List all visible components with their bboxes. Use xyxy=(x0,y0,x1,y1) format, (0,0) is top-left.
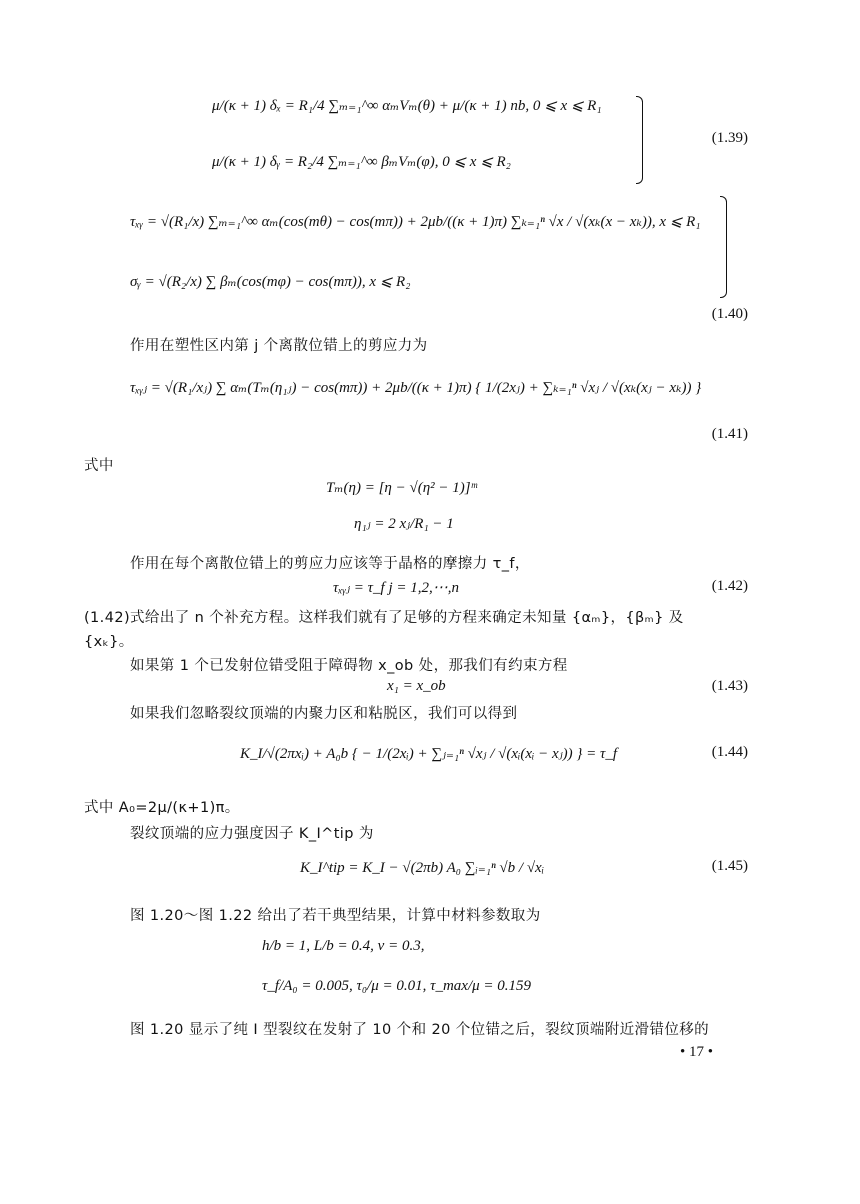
equation-number-1-41: (1.41) xyxy=(711,426,748,442)
paragraph-supplement-line2: {xₖ}。 xyxy=(84,634,134,650)
label-where: 式中 xyxy=(84,458,114,474)
paragraph-A0-definition: 式中 A₀=2μ/(κ+1)π。 xyxy=(84,800,240,816)
paragraph-shear-stress: 作用在塑性区内第 j 个离散位错上的剪应力为 xyxy=(130,338,428,354)
equation-number-1-39: (1.39) xyxy=(711,130,748,146)
paragraph-obstacle: 如果第 1 个已发射位错受阻于障碍物 x_ob 处，那我们有约束方程 xyxy=(130,658,568,674)
paragraph-figure-1-20: 图 1.20 显示了纯 I 型裂纹在发射了 10 个和 20 个位错之后，裂纹顶端附近滑错位移的 xyxy=(130,1022,710,1038)
paragraph-supplement-line1: (1.42)式给出了 n 个补充方程。这样我们就有了足够的方程来确定未知量 {αₘ}，{βₘ} 及 xyxy=(84,610,684,626)
right-brace-1-39 xyxy=(636,96,643,184)
paragraph-cohesive-zone: 如果我们忽略裂纹顶端的内聚力区和粘脱区，我们可以得到 xyxy=(130,706,518,722)
paragraph-friction: 作用在每个离散位错上的剪应力应该等于晶格的摩擦力 τ_f， xyxy=(130,556,530,572)
equation-1-39-line1: μ/(κ + 1) δₓ = R₁/4 ∑ₘ₌₁^∞ αₘVₘ(θ) + μ/(κ + 1) nb, 0 ⩽ x ⩽ R₁ xyxy=(212,98,602,114)
paragraph-figures-intro: 图 1.20～图 1.22 给出了若干典型结果，计算中材料参数取为 xyxy=(130,908,541,924)
equation-Tm: Tₘ(η) = [η − √(η² − 1)]ᵐ xyxy=(326,480,477,496)
equation-1-39-line2: μ/(κ + 1) δᵧ = R₂/4 ∑ₘ₌₁^∞ βₘVₘ(φ), 0 ⩽ x ⩽ R₂ xyxy=(212,154,511,170)
equation-1-45: K_I^tip = K_I − √(2πb) A₀ ∑ᵢ₌₁ⁿ √b / √xᵢ xyxy=(300,860,545,876)
equation-number-1-44: (1.44) xyxy=(711,744,748,760)
equation-1-43: x₁ = x_ob xyxy=(387,678,446,694)
material-parameters-line2: τ_f/A₀ = 0.005, τ₀/μ = 0.01, τ_max/μ = 0.159 xyxy=(262,978,532,994)
equation-number-1-45: (1.45) xyxy=(711,858,748,874)
equation-1-44: K_I/√(2πxᵢ) + A₀b { − 1/(2xᵢ) + ∑ⱼ₌₁ⁿ √xⱼ / √(xᵢ(xᵢ − xⱼ)) } = τ_f xyxy=(240,746,618,762)
equation-1-41: τₓᵧⱼ = √(R₁/xⱼ) ∑ αₘ(Tₘ(η₁ⱼ) − cos(mπ)) + 2μb/((κ + 1)π) { 1/(2xⱼ) + ∑ₖ₌₁ⁿ √xⱼ / √(xₖ(xⱼ − xₖ)) } xyxy=(130,380,702,396)
equation-1-42: τₓᵧⱼ = τ_f j = 1,2,⋯,n xyxy=(333,580,459,596)
equation-1-40-line1: τₓᵧ = √(R₁/x) ∑ₘ₌₁^∞ αₘ(cos(mθ) − cos(mπ)) + 2μb/((κ + 1)π) ∑ₖ₌₁ⁿ √x / √(xₖ(x − xₖ)), x ⩽ R₁ xyxy=(130,214,701,230)
equation-1-40-line2: σᵧ = √(R₂/x) ∑ βₘ(cos(mφ) − cos(mπ)), x ⩽ R₂ xyxy=(130,274,411,290)
material-parameters-line1: h/b = 1, L/b = 0.4, ν = 0.3, xyxy=(262,938,425,954)
equation-number-1-40: (1.40) xyxy=(711,306,748,322)
page-number: • 17 • xyxy=(680,1044,714,1060)
equation-eta: η₁ⱼ = 2 xⱼ/R₁ − 1 xyxy=(354,516,454,532)
paragraph-stress-intensity: 裂纹顶端的应力强度因子 K_I^tip 为 xyxy=(130,826,374,842)
equation-number-1-42: (1.42) xyxy=(711,578,748,594)
right-brace-1-40 xyxy=(720,196,727,298)
equation-number-1-43: (1.43) xyxy=(711,678,748,694)
